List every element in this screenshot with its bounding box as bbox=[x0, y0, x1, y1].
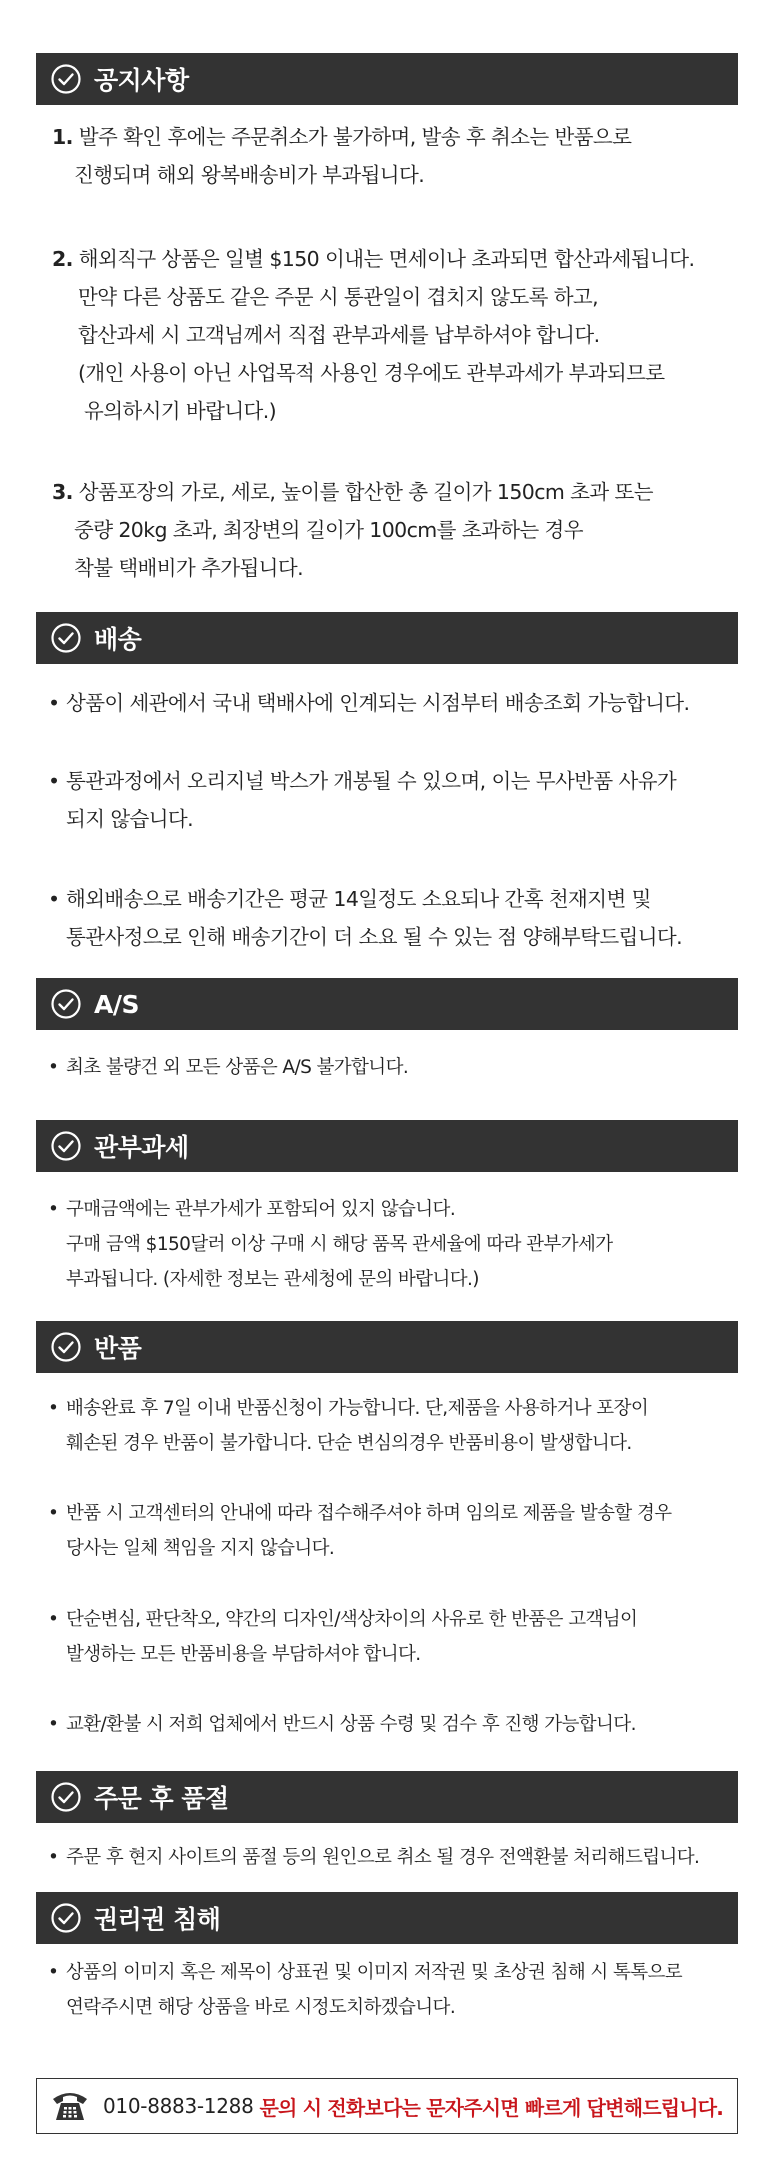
bullet-line: • 상품의 이미지 혹은 제목이 상표권 및 이미지 저작권 및 초상권 침해 시 톡톡으로 bbox=[66, 1962, 683, 1983]
soldout-bullet-1 bbox=[52, 1840, 752, 1875]
notice-line: 만약 다른 상품도 같은 주문 시 통관일이 겹치지 않도록 하고, bbox=[78, 285, 599, 309]
notice-line: 합산과세 시 고객님께서 직접 관부과세를 납부하셔야 합니다. bbox=[78, 323, 600, 347]
section-header-returns bbox=[36, 1321, 738, 1373]
section-header-tax bbox=[36, 1120, 738, 1172]
bullet-line: 훼손된 경우 반품이 불가합니다. 단순 변심의경우 반품비용이 발생합니다. bbox=[66, 1433, 632, 1454]
bullet-line: • 상품이 세관에서 국내 택배사에 인계되는 시점부터 배송조회 가능합니다. bbox=[66, 691, 690, 715]
bullet-line: 통관사정으로 인해 배송기간이 더 소요 될 수 있는 점 양해부탁드립니다. bbox=[66, 925, 683, 949]
returns-bullet-3 bbox=[52, 1602, 752, 1672]
bullet-line: 되지 않습니다. bbox=[66, 807, 194, 831]
notice-item-2 bbox=[52, 240, 752, 430]
notice-line: 해외직구 상품은 일별 $150 이내는 면세이나 초과되면 합산과세됩니다. bbox=[78, 247, 695, 271]
bullet-line: • 단순변심, 판단착오, 약간의 디자인/색상차이의 사유로 한 반품은 고객님이 bbox=[66, 1609, 638, 1630]
returns-bullet-2 bbox=[52, 1496, 752, 1566]
notice-line: 착불 택배비가 추가됩니다. bbox=[74, 556, 303, 580]
shipping-bullet-1 bbox=[52, 684, 752, 722]
check-circle-icon bbox=[50, 63, 82, 95]
section-title: 반품 bbox=[94, 1334, 142, 1363]
bullet-line: • 구매금액에는 관부가세가 포함되어 있지 않습니다. bbox=[66, 1199, 456, 1220]
item-number: 2. bbox=[52, 247, 73, 271]
phone-number[interactable]: 010-8883-1288 bbox=[103, 2094, 254, 2118]
shipping-bullet-2 bbox=[52, 762, 752, 838]
section-header-shipping bbox=[36, 612, 738, 664]
returns-bullet-1 bbox=[52, 1391, 752, 1461]
section-title: 주문 후 품절 bbox=[94, 1784, 229, 1813]
check-circle-icon bbox=[50, 1331, 82, 1363]
check-circle-icon bbox=[50, 1781, 82, 1813]
bullet-line: 부과됩니다. (자세한 정보는 관세청에 문의 바랍니다.) bbox=[66, 1269, 479, 1290]
shipping-bullet-3 bbox=[52, 880, 752, 956]
section-title: 배송 bbox=[94, 625, 142, 654]
notice-line: 중량 20kg 초과, 최장변의 길이가 100cm를 초과하는 경우 bbox=[74, 518, 583, 542]
contact-note: 문의 시 전화보다는 문자주시면 빠르게 답변해드립니다. bbox=[259, 2095, 724, 2120]
bullet-line: • 통관과정에서 오리지널 박스가 개봉될 수 있으며, 이는 무사반품 사유가 bbox=[66, 769, 677, 793]
section-header-soldout bbox=[36, 1771, 738, 1823]
check-circle-icon bbox=[50, 622, 82, 654]
section-header-rights bbox=[36, 1892, 738, 1944]
bullet-line: 연락주시면 해당 상품을 바로 시정도치하겠습니다. bbox=[66, 1997, 456, 2018]
section-header-as bbox=[36, 978, 738, 1030]
check-circle-icon bbox=[50, 1902, 82, 1934]
notice-line: 유의하시기 바랍니다.) bbox=[84, 399, 277, 423]
bullet-line: 구매 금액 $150달러 이상 구매 시 해당 품목 관세율에 따라 관부가세가 bbox=[66, 1234, 613, 1255]
bullet-line: 당사는 일체 책임을 지지 않습니다. bbox=[66, 1538, 335, 1559]
bullet-line: • 배송완료 후 7일 이내 반품신청이 가능합니다. 단,제품을 사용하거나 포장이 bbox=[66, 1398, 649, 1419]
section-title: 공지사항 bbox=[94, 66, 189, 95]
tax-bullet-1 bbox=[52, 1192, 752, 1297]
bullet-line: • 최초 불량건 외 모든 상품은 A/S 불가합니다. bbox=[66, 1057, 409, 1078]
section-title: 권리권 침해 bbox=[94, 1905, 221, 1934]
item-number: 1. bbox=[52, 125, 73, 149]
bullet-line: • 주문 후 현지 사이트의 품절 등의 원인으로 취소 될 경우 전액환불 처리해드립니다. bbox=[66, 1847, 700, 1868]
section-title: 관부과세 bbox=[94, 1133, 189, 1162]
bullet-line: • 교환/환불 시 저희 업체에서 반드시 상품 수령 및 검수 후 진행 가능합니다. bbox=[66, 1714, 636, 1735]
notice-line: 진행되며 해외 왕복배송비가 부과됩니다. bbox=[74, 163, 425, 187]
telephone-icon bbox=[51, 2089, 89, 2123]
check-circle-icon bbox=[50, 1130, 82, 1162]
notice-line: 상품포장의 가로, 세로, 높이를 합산한 총 길이가 150cm 초과 또는 bbox=[78, 480, 653, 504]
item-number: 3. bbox=[52, 480, 73, 504]
notice-line: 발주 확인 후에는 주문취소가 불가하며, 발송 후 취소는 반품으로 bbox=[78, 125, 632, 149]
notice-line: (개인 사용이 아닌 사업목적 사용인 경우에도 관부과세가 부과되므로 bbox=[78, 361, 665, 385]
contact-box bbox=[36, 2078, 738, 2134]
rights-bullet-1 bbox=[52, 1955, 752, 2025]
section-header-notice bbox=[36, 53, 738, 105]
bullet-line: 발생하는 모든 반품비용을 부담하셔야 합니다. bbox=[66, 1644, 421, 1665]
check-circle-icon bbox=[50, 988, 82, 1020]
returns-bullet-4 bbox=[52, 1707, 752, 1742]
notice-item-3 bbox=[52, 473, 752, 587]
section-title: A/S bbox=[94, 989, 139, 1019]
notice-item-1 bbox=[52, 118, 752, 194]
bullet-line: • 해외배송으로 배송기간은 평균 14일정도 소요되나 간혹 천재지변 및 bbox=[66, 887, 651, 911]
bullet-line: • 반품 시 고객센터의 안내에 따라 접수해주셔야 하며 임의로 제품을 발송할 경우 bbox=[66, 1503, 672, 1524]
as-bullet-1 bbox=[52, 1050, 752, 1085]
